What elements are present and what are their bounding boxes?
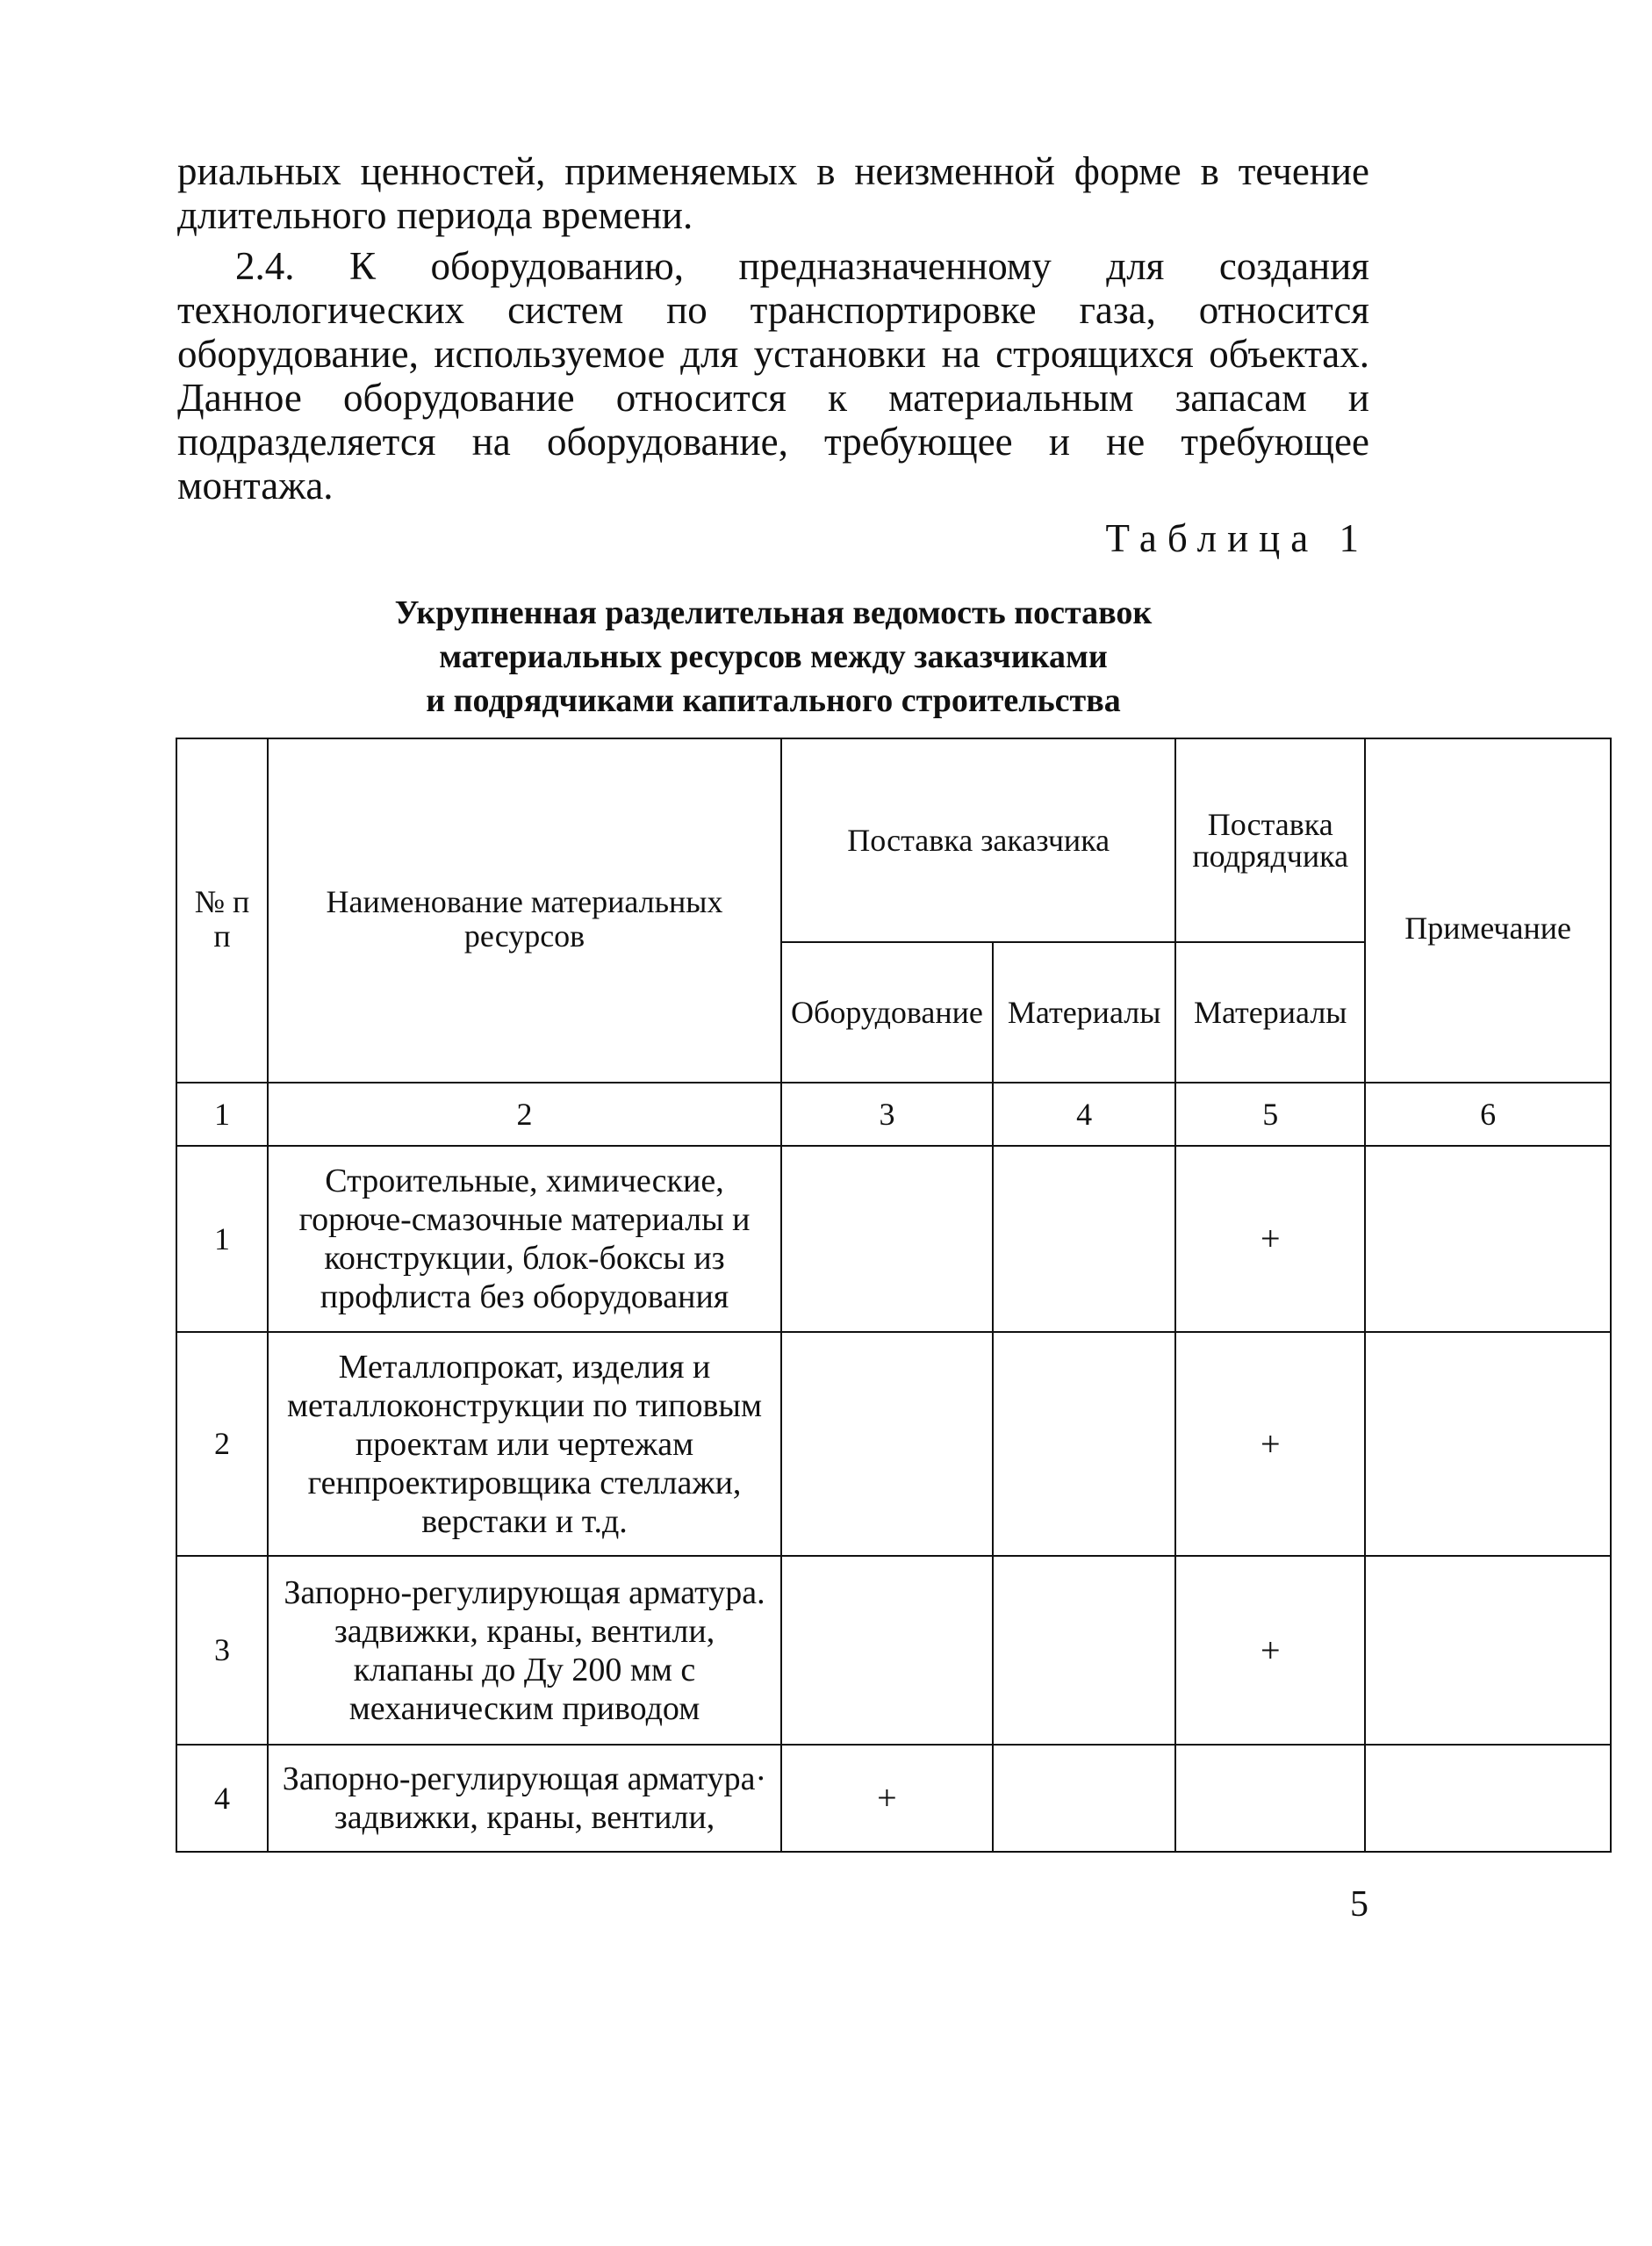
row-materials-contractor <box>1175 1745 1365 1852</box>
header-num: № п п <box>176 738 268 1083</box>
column-index: 1 <box>176 1083 268 1146</box>
table-row <box>176 1332 1611 1556</box>
page-number: 5 <box>1350 1884 1368 1925</box>
row-name: Запорно-регулирующая арматура. задвижки, краны, вентили, клапаны до Ду 200 мм с механическим приводом <box>268 1556 781 1745</box>
header-customer-supply: Поставка заказчика <box>781 738 1175 942</box>
row-materials-customer <box>993 1556 1175 1745</box>
row-num: 2 <box>176 1332 268 1556</box>
column-index: 4 <box>993 1083 1175 1146</box>
row-materials-contractor: + <box>1175 1332 1365 1556</box>
table-row <box>176 1745 1611 1852</box>
table-title-line-1: Укрупненная разделительная ведомость поставок <box>394 594 1153 631</box>
row-num: 3 <box>176 1556 268 1745</box>
header-contractor-supply: Поставка подрядчика <box>1175 738 1365 942</box>
column-index-row <box>176 1083 1611 1146</box>
table-title-line-3: и подрядчиками капитального строительства <box>426 682 1121 719</box>
column-index: 6 <box>1365 1083 1611 1146</box>
table-caption: Таблица 1 <box>1105 516 1369 560</box>
row-name: Запорно-регулирующая арматура· задвижки, краны, вентили, <box>268 1745 781 1852</box>
row-materials-contractor: + <box>1175 1556 1365 1745</box>
row-equipment <box>781 1556 993 1745</box>
row-note <box>1365 1146 1611 1332</box>
row-materials-customer <box>993 1146 1175 1332</box>
header-equipment: Оборудование <box>781 942 993 1083</box>
row-note <box>1365 1332 1611 1556</box>
column-index: 5 <box>1175 1083 1365 1146</box>
row-num: 4 <box>176 1745 268 1852</box>
row-note <box>1365 1745 1611 1852</box>
row-materials-customer <box>993 1332 1175 1556</box>
row-materials-contractor: + <box>1175 1146 1365 1332</box>
header-note: Примечание <box>1365 738 1611 1083</box>
row-note <box>1365 1556 1611 1745</box>
header-materials-contractor: Материалы <box>1175 942 1365 1083</box>
row-equipment <box>781 1332 993 1556</box>
table-row <box>176 1146 1611 1332</box>
table-row <box>176 1556 1611 1745</box>
header-materials-customer: Материалы <box>993 942 1175 1083</box>
row-num: 1 <box>176 1146 268 1332</box>
column-index: 3 <box>781 1083 993 1146</box>
row-materials-customer <box>993 1745 1175 1852</box>
row-equipment: + <box>781 1745 993 1852</box>
materials-supply-table <box>176 738 1612 1853</box>
table-title-line-2: материальных ресурсов между заказчиками <box>439 638 1108 675</box>
column-index: 2 <box>268 1083 781 1146</box>
row-name: Металлопрокат, изделия и металлоконструкции по типовым проектам или чертежам генпроектировщика стеллажи, верстаки и т.д. <box>268 1332 781 1556</box>
row-equipment <box>781 1146 993 1332</box>
table-title <box>177 591 1369 723</box>
paragraph-continuation: риальных ценностей, применяемых в неизменной форме в течение длительного периода времени. <box>177 149 1369 237</box>
header-name: Наименование материальных ресурсов <box>268 738 781 1083</box>
row-name: Строительные, химические, горюче-смазочные материалы и конструкции, блок-боксы из профлиста без оборудования <box>268 1146 781 1332</box>
paragraph-2-4: 2.4. К оборудованию, предназначенному для создания технологических систем по транспортировке газа, относится оборудование, используемое для установки на строящихся объектах. Данное оборудование относится к материальным запасам и подразделяется на оборудование, требующее и не требующее монтажа. <box>177 244 1369 508</box>
